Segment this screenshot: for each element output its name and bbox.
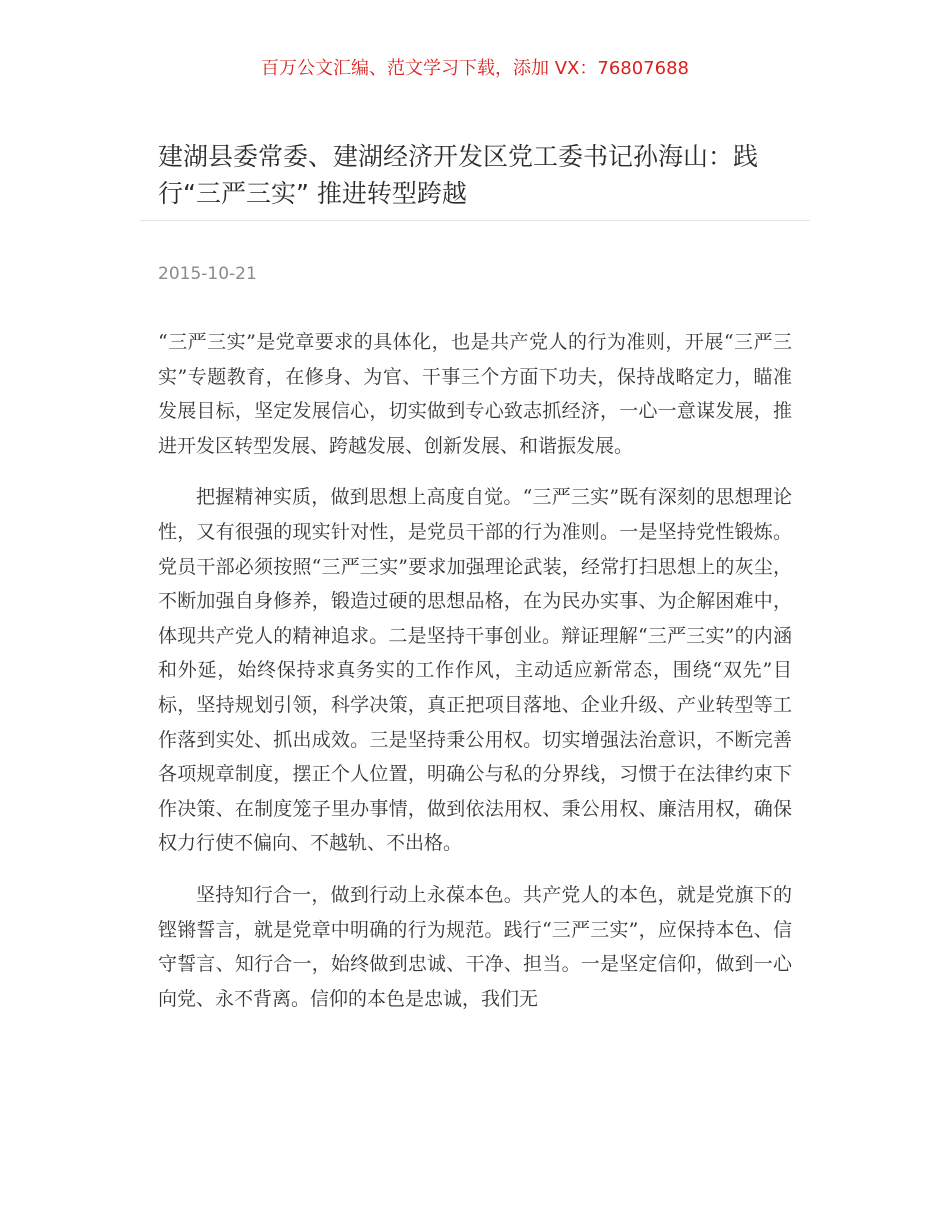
publish-date: 2015-10-21 xyxy=(158,264,257,284)
article-body xyxy=(158,325,792,1033)
article-paragraph-1: “三严三实”是党章要求的具体化，也是共产党人的行为准则，开展“三严三实”专题教育，在修身、为官、干事三个方面下功夫，保持战略定力，瞄准发展目标，坚定发展信心，切实做到专心致志抓经济，一心一意谋发展，推进开发区转型发展、跨越发展、创新发展、和谐振发展。 xyxy=(158,331,792,457)
article-title: 建湖县委常委、建湖经济开发区党工委书记孙海山：践行“三严三实” 推进转型跨越 xyxy=(158,142,759,208)
article-paragraph-2: 把握精神实质，做到思想上高度自觉。“三严三实”既有深刻的思想理论性，又有很强的现实针对性，是党员干部的行为准则。一是坚持党性锻炼。党员干部必须按照“三严三实”要求加强理论武装，经常打扫思想上的灰尘，不断加强自身修养，锻造过硬的思想品格，在为民办实事、为企解困难中，体现共产党人的精神追求。二是坚持干事创业。辩证理解“三严三实”的内涵和外延，始终保持求真务实的工作作风，主动适应新常态，围绕“双先”目标，坚持规划引领，科学决策，真正把项目落地、企业升级、产业转型等工作落到实处、抓出成效。三是坚持秉公用权。切实增强法治意识，不断完善各项规章制度，摆正个人位置，明确公与私的分界线，习惯于在法律约束下作决策、在制度笼子里办事情，做到依法用权、秉公用权、廉洁用权，确保权力行使不偏向、不越轨、不出格。 xyxy=(158,486,792,855)
article-paragraph-3: 坚持知行合一，做到行动上永葆本色。共产党人的本色，就是党旗下的铿锵誓言，就是党章中明确的行为规范。践行“三严三实”，应保持本色、信守誓言、知行合一，始终做到忠诚、干净、担当。一是坚定信仰，做到一心向党、永不背离。信仰的本色是忠诚，我们无 xyxy=(158,883,792,1010)
title-divider xyxy=(140,220,810,221)
promo-banner: 百万公文汇编、范文学习下载，添加 VX：76807688 xyxy=(261,58,689,79)
